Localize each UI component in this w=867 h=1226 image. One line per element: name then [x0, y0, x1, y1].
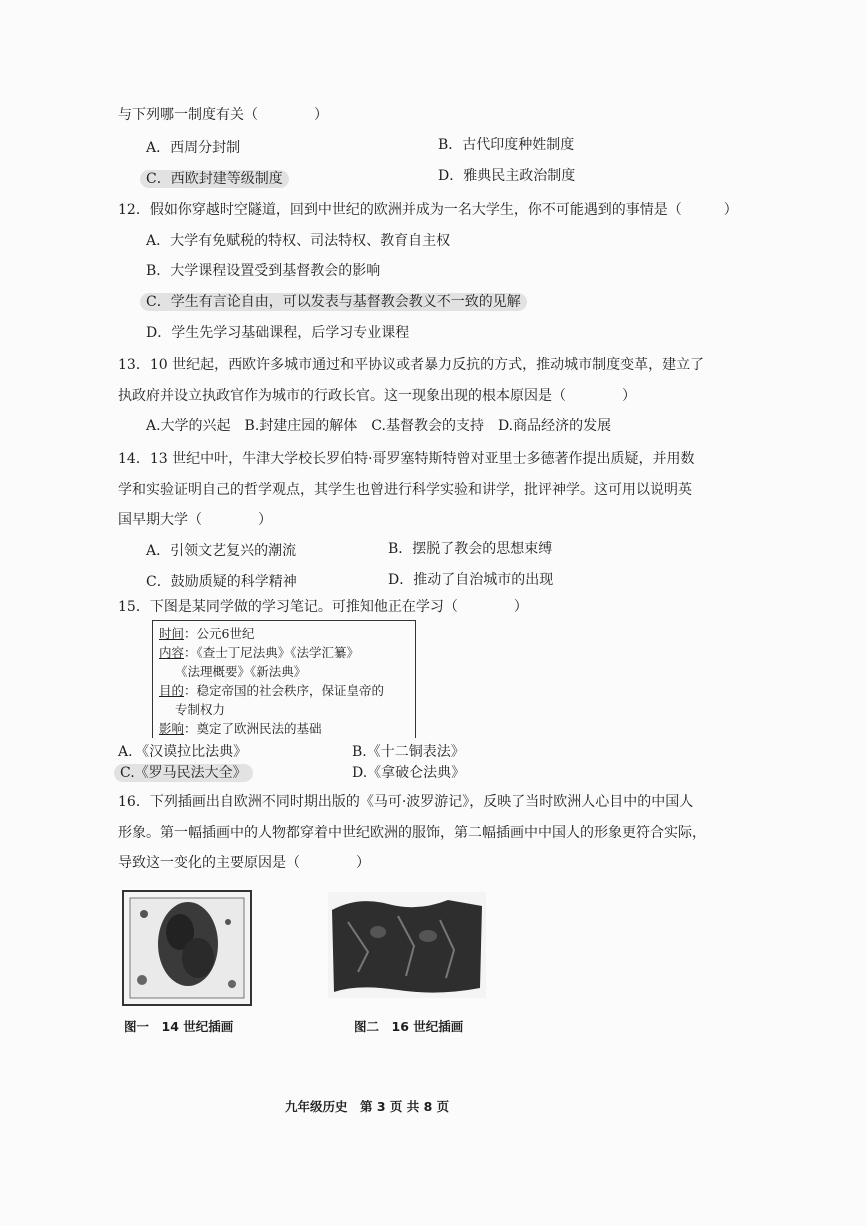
q15-option-a: A．《汉谟拉比法典》: [118, 744, 248, 760]
q13-options: A.大学的兴起 B.封建庄园的解体 C.基督教会的支持 D.商品经济的发展: [146, 418, 612, 434]
q14-option-a: A．引领文艺复兴的潮流: [146, 543, 297, 559]
q11-option-a: A．西周分封制: [146, 140, 241, 156]
illustration-16th-century-image: [328, 892, 486, 998]
q12-option-d: D．学生先学习基础课程，后学习专业课程: [146, 325, 410, 341]
q14-option-b: B．摆脱了教会的思想束缚: [388, 541, 553, 557]
caption-figure-two: 图二 16 世纪插画: [354, 1019, 464, 1034]
q14-option-c: C．鼓励质疑的科学精神: [146, 574, 297, 590]
note-time: 时间：公元6世纪: [159, 626, 255, 641]
q14-stem-line1: 14．13 世纪中叶，牛津大学校长罗伯特·哥罗塞特斯特曾对亚里士多德著作提出质疑，并用数: [118, 451, 695, 467]
caption-figure-one: 图一 14 世纪插画: [124, 1019, 234, 1034]
study-notes-box: [152, 620, 416, 738]
q16-stem-line2: 形象。第一幅插画中的人物都穿着中世纪欧洲的服饰，第二幅插画中中国人的形象更符合实际，: [118, 825, 706, 841]
q14-stem-line2: 学和实验证明自己的哲学观点，其学生也曾进行科学实验和讲学，批评神学。这可用以说明英: [118, 482, 692, 498]
q12-option-b: B．大学课程设置受到基督教会的影响: [146, 263, 381, 279]
q13-stem-line2: 执政府并设立执政官作为城市的行政长官。这一现象出现的根本原因是（ ）: [118, 388, 636, 404]
q15-stem: 15．下图是某同学做的学习笔记。可推知他正在学习（ ）: [118, 599, 528, 615]
q15-option-c: C.《罗马民法大全》: [114, 763, 253, 783]
note-impact: 影响：奠定了欧洲民法的基础: [159, 721, 322, 736]
q11-option-c: C．西欧封建等级制度: [140, 169, 289, 189]
q14-stem-line3: 国早期大学（ ）: [118, 512, 272, 528]
q15-option-d: D.《拿破仑法典》: [352, 765, 466, 781]
note-purpose-cont: 专制权力: [175, 702, 226, 717]
q15-option-b: B.《十二铜表法》: [352, 744, 465, 760]
q12-option-a: A．大学有免赋税的特权、司法特权、教育自主权: [146, 233, 451, 249]
q14-option-d: D．推动了自治城市的出现: [388, 572, 554, 588]
q12-option-c: C．学生有言论自由，可以发表与基督教会教义不一致的见解: [140, 292, 527, 312]
q13-stem-line1: 13．10 世纪起，西欧许多城市通过和平协议或者暴力反抗的方式，推动城市制度变革，建立了: [118, 357, 705, 373]
illustration-14th-century-image: [122, 890, 252, 1006]
q11-option-b: B．古代印度种姓制度: [438, 137, 575, 153]
q12-stem: 12．假如你穿越时空隧道，回到中世纪的欧洲并成为一名大学生，你不可能遇到的事情是（ ）: [118, 202, 738, 218]
note-purpose: 目的：稳定帝国的社会秩序，保证皇帝的: [159, 683, 385, 698]
q11-option-d: D．雅典民主政治制度: [438, 168, 576, 184]
note-content: 内容：《查士丁尼法典》《法学汇纂》: [159, 645, 360, 660]
page-footer: 九年级历史 第 3 页 共 8 页: [285, 1099, 450, 1114]
q16-stem-line1: 16．下列插画出自欧洲不同时期出版的《马可·波罗游记》，反映了当时欧洲人心目中的中国人: [118, 794, 694, 810]
q11-stem-tail: 与下列哪一制度有关（ ）: [118, 107, 328, 123]
q16-stem-line3: 导致这一变化的主要原因是（ ）: [118, 855, 370, 871]
note-content-cont: 《法理概要》《新法典》: [175, 664, 307, 679]
